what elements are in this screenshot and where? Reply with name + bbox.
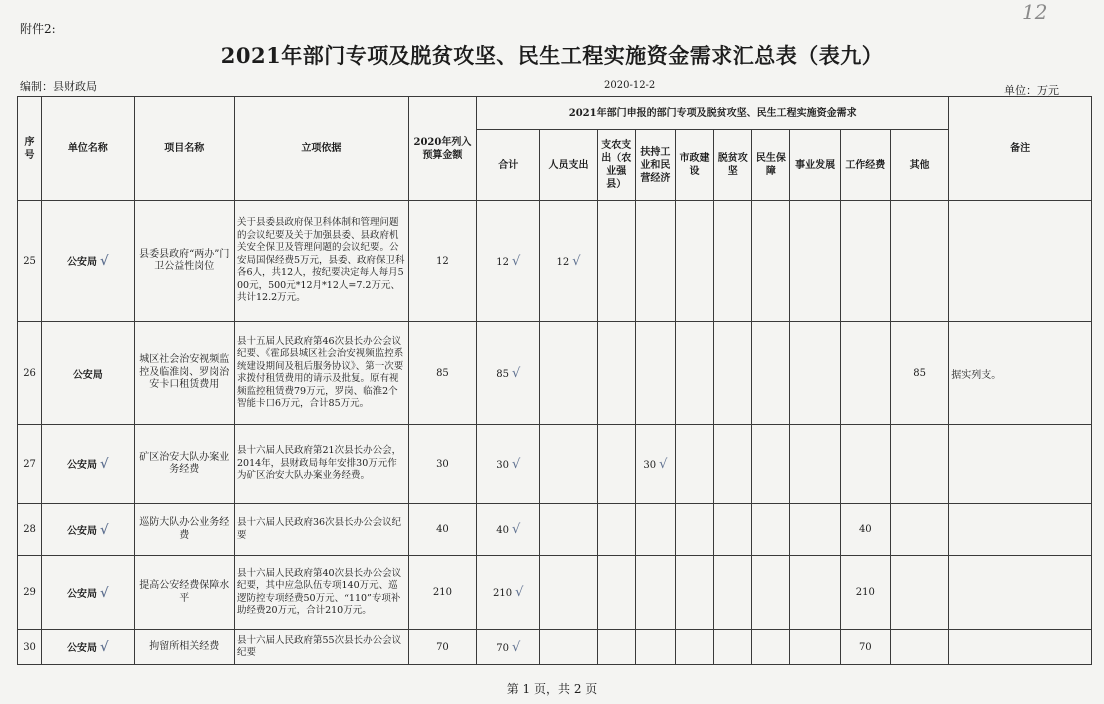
row-work-funds: 70 bbox=[840, 630, 890, 665]
row-work-funds: 40 bbox=[840, 504, 890, 556]
handwritten-page-mark: 12 bbox=[1022, 0, 1048, 24]
header-basis: 立项依据 bbox=[234, 97, 408, 201]
row-unit-name bbox=[42, 630, 134, 665]
row-project: 提高公安经费保障水平 bbox=[134, 556, 234, 630]
header-personnel: 人员支出 bbox=[540, 130, 597, 201]
row-work-funds bbox=[840, 201, 890, 322]
row-industry bbox=[635, 630, 675, 665]
row-project: 拘留所相关经费 bbox=[134, 630, 234, 665]
row-poverty bbox=[714, 322, 752, 425]
row-total bbox=[477, 630, 540, 665]
total-value: 210 bbox=[493, 588, 513, 599]
row-budget-2020: 85 bbox=[408, 322, 476, 425]
row-budget-2020: 40 bbox=[408, 504, 476, 556]
unit-name-text: 公安局 bbox=[67, 525, 98, 537]
header-project: 项目名称 bbox=[134, 97, 234, 201]
check-mark-icon: √ bbox=[100, 254, 109, 269]
row-agri bbox=[597, 630, 635, 665]
page-title: 2021年部门专项及脱贫攻坚、民生工程实施资金需求汇总表（表九） bbox=[220, 43, 884, 68]
header-budget-2020: 2020年列入预算金额 bbox=[408, 97, 476, 201]
row-industry bbox=[635, 556, 675, 630]
row-work-funds bbox=[840, 322, 890, 425]
row-personnel bbox=[540, 322, 597, 425]
row-seq: 28 bbox=[18, 504, 42, 556]
row-poverty bbox=[714, 630, 752, 665]
row-basis: 县十六届人民政府36次县长办公会议纪要 bbox=[234, 504, 408, 556]
row-basis: 县十六届人民政府第40次县长办公会议纪要，其中应急队伍专项140万元、巡逻防控专项经费50万元、“110”专项补助经费20万元，合计210万元。 bbox=[234, 556, 408, 630]
row-industry bbox=[635, 201, 675, 322]
unit-name-text: 公安局 bbox=[67, 588, 98, 600]
total-value: 70 bbox=[496, 642, 509, 654]
row-project: 矿区治安大队办案业务经费 bbox=[134, 425, 234, 504]
row-poverty bbox=[714, 425, 752, 504]
row-total bbox=[477, 504, 540, 556]
row-budget-2020: 70 bbox=[408, 630, 476, 665]
check-mark-icon: √ bbox=[511, 639, 521, 655]
row-other bbox=[890, 504, 948, 556]
table-row bbox=[18, 322, 1092, 425]
unit-name-text: 公安局 bbox=[72, 369, 103, 381]
row-development bbox=[790, 504, 840, 556]
row-poverty bbox=[714, 556, 752, 630]
row-development bbox=[790, 425, 840, 504]
row-livelihood bbox=[752, 322, 790, 425]
header-remark: 备注 bbox=[949, 97, 1092, 201]
row-total bbox=[477, 322, 540, 425]
unit-name-text: 公安局 bbox=[67, 643, 98, 654]
compiler-label: 编制：县财政局 bbox=[20, 80, 97, 93]
row-budget-2020: 30 bbox=[408, 425, 476, 504]
row-other bbox=[890, 425, 948, 504]
header-work-funds: 工作经费 bbox=[840, 130, 890, 201]
row-other bbox=[890, 556, 948, 630]
row-agri bbox=[597, 556, 635, 630]
row-total bbox=[477, 425, 540, 504]
row-municipal bbox=[675, 322, 713, 425]
row-remark bbox=[949, 425, 1092, 504]
row-seq: 30 bbox=[18, 630, 42, 665]
header-seq: 序号 bbox=[18, 97, 42, 201]
row-total bbox=[477, 201, 540, 322]
row-seq: 27 bbox=[18, 425, 42, 504]
unit-name-text: 公安局 bbox=[67, 460, 98, 471]
row-unit-name bbox=[42, 322, 134, 425]
row-other bbox=[890, 201, 948, 322]
row-other bbox=[890, 630, 948, 665]
row-personnel bbox=[540, 630, 597, 665]
row-municipal bbox=[675, 556, 713, 630]
row-agri bbox=[597, 201, 635, 322]
check-mark-icon: √ bbox=[100, 522, 109, 538]
row-unit-name bbox=[42, 556, 134, 630]
total-value: 40 bbox=[496, 525, 509, 536]
row-personnel bbox=[540, 556, 597, 630]
row-livelihood bbox=[752, 425, 790, 504]
row-work-funds: 210 bbox=[840, 556, 890, 630]
row-remark bbox=[949, 504, 1092, 556]
row-development bbox=[790, 556, 840, 630]
check-mark-icon: √ bbox=[100, 640, 109, 655]
page-footer: 第 1 页，共 2 页 bbox=[506, 682, 598, 696]
row-unit-name bbox=[42, 201, 134, 322]
header-industry: 扶持工业和民营经济 bbox=[635, 130, 675, 201]
row-project: 县委县政府“两办”门卫公益性岗位 bbox=[134, 201, 234, 322]
header-development: 事业发展 bbox=[790, 130, 840, 201]
row-development bbox=[790, 322, 840, 425]
row-remark bbox=[949, 556, 1092, 630]
check-mark-icon: √ bbox=[100, 457, 109, 472]
table-row bbox=[18, 504, 1092, 556]
row-unit-name bbox=[42, 425, 134, 504]
row-personnel bbox=[540, 201, 597, 322]
row-basis: 县十六届人民政府第21次县长办公会，2014年，县财政局每年安排30万元作为矿区治安大队办案业务经费。 bbox=[234, 425, 408, 504]
header-demand-group: 2021年部门申报的部门专项及脱贫攻坚、民生工程实施资金需求 bbox=[477, 97, 949, 130]
row-development bbox=[790, 201, 840, 322]
row-municipal bbox=[675, 425, 713, 504]
personnel-value: 12 bbox=[556, 256, 570, 268]
header-total: 合计 bbox=[477, 130, 540, 201]
row-unit-name bbox=[42, 504, 134, 556]
annex-label: 附件2: bbox=[20, 22, 56, 36]
row-seq: 25 bbox=[18, 201, 42, 322]
row-industry bbox=[635, 425, 675, 504]
header-livelihood: 民生保障 bbox=[752, 130, 790, 201]
row-livelihood bbox=[752, 630, 790, 665]
row-other: 85 bbox=[890, 322, 948, 425]
row-remark bbox=[949, 201, 1092, 322]
row-agri bbox=[597, 425, 635, 504]
row-basis: 关于县委县政府保卫科体制和管理问题的会议纪要及关于加强县委、县政府机关安全保卫及管理问题的会议纪要。公安局国保经费5万元，县委、政府保卫科各6人，共12人，按纪要决定每人每月500元，500元*12月*12人=7.2万元、共计12.2万元。 bbox=[234, 201, 408, 322]
check-mark-icon: √ bbox=[100, 585, 109, 601]
row-poverty bbox=[714, 201, 752, 322]
header-other: 其他 bbox=[890, 130, 948, 201]
funding-summary-table bbox=[17, 96, 1092, 665]
check-mark-icon: √ bbox=[572, 253, 581, 269]
total-value: 12 bbox=[496, 256, 509, 268]
unit-name-text: 公安局 bbox=[67, 257, 98, 268]
row-remark bbox=[949, 630, 1092, 665]
table-row bbox=[18, 201, 1092, 322]
row-agri bbox=[597, 322, 635, 425]
row-project: 巡防大队办公业务经费 bbox=[134, 504, 234, 556]
row-municipal bbox=[675, 630, 713, 665]
row-livelihood bbox=[752, 556, 790, 630]
row-poverty bbox=[714, 504, 752, 556]
header-agri: 支农支出（农业强县） bbox=[597, 130, 635, 201]
table-row bbox=[18, 425, 1092, 504]
row-remark: 据实列支。 bbox=[949, 322, 1092, 425]
total-value: 85 bbox=[496, 368, 509, 380]
header-poverty: 脱贫攻坚 bbox=[714, 130, 752, 201]
industry-value: 30 bbox=[643, 459, 657, 471]
total-value: 30 bbox=[496, 459, 509, 471]
check-mark-icon: √ bbox=[515, 585, 524, 600]
check-mark-icon: √ bbox=[511, 456, 521, 472]
unit-label: 单位：万元 bbox=[1004, 84, 1059, 97]
row-industry bbox=[635, 322, 675, 425]
row-agri bbox=[597, 504, 635, 556]
row-livelihood bbox=[752, 201, 790, 322]
row-project: 城区社会治安视频监控及临淮岗、罗岗治安卡口租赁费用 bbox=[134, 322, 234, 425]
row-development bbox=[790, 630, 840, 665]
row-seq: 26 bbox=[18, 322, 42, 425]
row-basis: 县十五届人民政府第46次县长办公会议纪要、《霍邱县城区社会治安视频监控系统建设期间及租后服务协议》、第一次要求拨付租赁费用的请示及批复。原有视频监控租赁费79万元，罗岗、临淮2个智能卡口6万元，合计85万元。 bbox=[234, 322, 408, 425]
date-label: 2020-12-2 bbox=[604, 80, 656, 91]
row-livelihood bbox=[752, 504, 790, 556]
row-basis: 县十六届人民政府第55次县长办公会议纪要 bbox=[234, 630, 408, 665]
row-budget-2020: 210 bbox=[408, 556, 476, 630]
row-budget-2020: 12 bbox=[408, 201, 476, 322]
row-total bbox=[477, 556, 540, 630]
row-personnel bbox=[540, 425, 597, 504]
row-municipal bbox=[675, 504, 713, 556]
check-mark-icon: √ bbox=[511, 365, 521, 381]
check-mark-icon: √ bbox=[511, 522, 521, 537]
row-industry bbox=[635, 504, 675, 556]
row-seq: 29 bbox=[18, 556, 42, 630]
header-municipal: 市政建设 bbox=[675, 130, 713, 201]
row-municipal bbox=[675, 201, 713, 322]
check-mark-icon: √ bbox=[659, 456, 668, 472]
check-mark-icon: √ bbox=[511, 253, 521, 269]
table-row bbox=[18, 630, 1092, 665]
header-unit-name: 单位名称 bbox=[42, 97, 134, 201]
row-personnel bbox=[540, 504, 597, 556]
table-row bbox=[18, 556, 1092, 630]
row-work-funds bbox=[840, 425, 890, 504]
